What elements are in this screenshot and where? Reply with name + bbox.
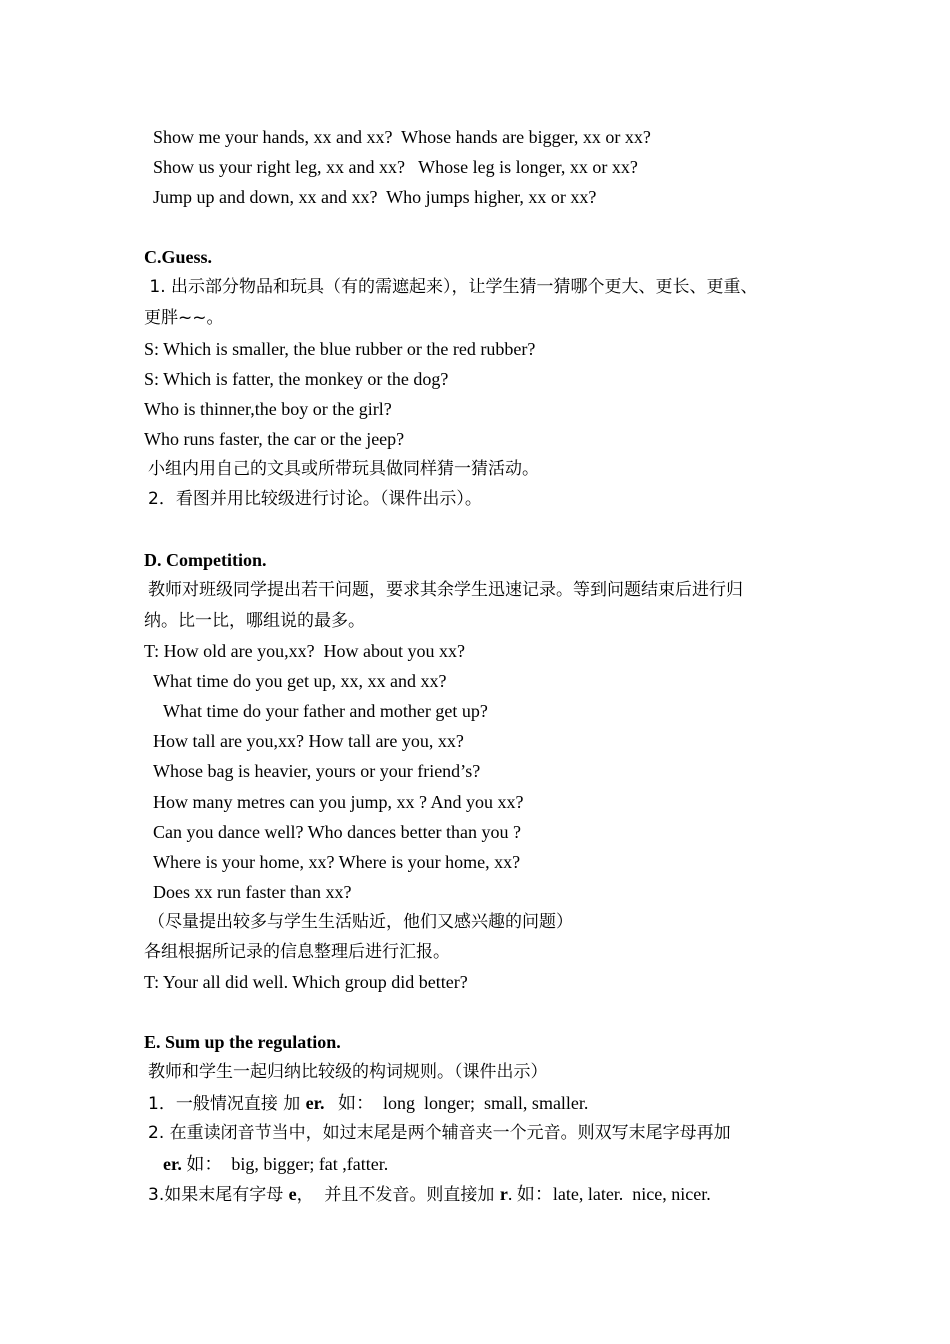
text-line: T: How old are you,xx? How about you xx? — [144, 641, 466, 661]
rule-letter-e: e — [288, 1184, 297, 1204]
text-line: S: Which is smaller, the blue rubber or the red rubber? — [144, 339, 536, 359]
text-line: Does xx run faster than xx? — [153, 882, 352, 902]
rule-suffix: er. — [305, 1093, 325, 1113]
rule-text: 3.如果末尾有字母 — [148, 1185, 289, 1205]
text-line: S: Which is fatter, the monkey or the dog? — [144, 369, 449, 389]
rule-line — [148, 1182, 711, 1207]
text-line: （尽量提出较多与学生生活贴近，他们又感兴趣的问题） — [148, 912, 573, 932]
rule-example: 如： long longer; small, smaller. — [324, 1093, 589, 1113]
text-line: 小组内用自己的文具或所带玩具做同样猜一猜活动。 — [148, 459, 539, 479]
text-line: 更胖~~。 — [144, 308, 224, 328]
text-line: How tall are you,xx? How tall are you, xx? — [153, 731, 464, 751]
rule-text: ， 并且不发音。则直接加 — [296, 1185, 500, 1205]
rule-line — [148, 1091, 588, 1116]
rule-example: . 如：late, later. nice, nicer. — [507, 1184, 711, 1204]
text-line: Who runs faster, the car or the jeep? — [144, 429, 405, 449]
text-line: What time do your father and mother get up? — [163, 701, 488, 721]
text-line: Can you dance well? Who dances better than you ? — [153, 822, 522, 842]
text-line: Who is thinner,the boy or the girl? — [144, 399, 392, 419]
section-heading-guess: C.Guess. — [144, 247, 213, 267]
text-line: 2．看图并用比较级进行讨论。（课件出示）。 — [148, 489, 482, 509]
text-line: 教师对班级同学提出若干问题，要求其余学生迅速记录。等到问题结束后进行归 — [148, 580, 743, 600]
text-line: Where is your home, xx? Where is your home, xx? — [153, 852, 521, 872]
rule-letter-r: r — [499, 1184, 508, 1204]
text-line: How many metres can you jump, xx ? And you xx? — [153, 792, 524, 812]
text-line: 纳。比一比，哪组说的最多。 — [144, 611, 365, 631]
text-line: 2. 在重读闭音节当中，如过末尾是两个辅音夹一个元音。则双写末尾字母再加 — [148, 1123, 731, 1143]
text-line: T: Your all did well. Which group did better? — [144, 972, 468, 992]
text-line: Whose bag is heavier, yours or your friend’s? — [153, 761, 481, 781]
section-heading-competition: D. Competition. — [144, 550, 267, 570]
rule-line — [163, 1152, 388, 1176]
text-line: Show me your hands, xx and xx? Whose hands are bigger, xx or xx? — [153, 127, 651, 147]
text-line: 1. 出示部分物品和玩具（有的需遮起来），让学生猜一猜哪个更大、更长、更重、 — [144, 277, 758, 297]
text-line: 教师和学生一起归纳比较级的构词规则。（课件出示） — [148, 1062, 548, 1082]
text-line: Jump up and down, xx and xx? Who jumps higher, xx or xx? — [153, 187, 597, 207]
section-heading-sum-up: E. Sum up the regulation. — [144, 1032, 341, 1052]
rule-suffix: er. — [163, 1154, 182, 1174]
text-line: 各组根据所记录的信息整理后进行汇报。 — [144, 942, 450, 962]
rule-text: 1．一般情况直接 加 — [148, 1094, 306, 1114]
text-line: What time do you get up, xx, xx and xx? — [153, 671, 447, 691]
rule-example: 如： big, bigger; fat ,fatter. — [181, 1154, 389, 1174]
text-line: Show us your right leg, xx and xx? Whose leg is longer, xx or xx? — [153, 157, 638, 177]
